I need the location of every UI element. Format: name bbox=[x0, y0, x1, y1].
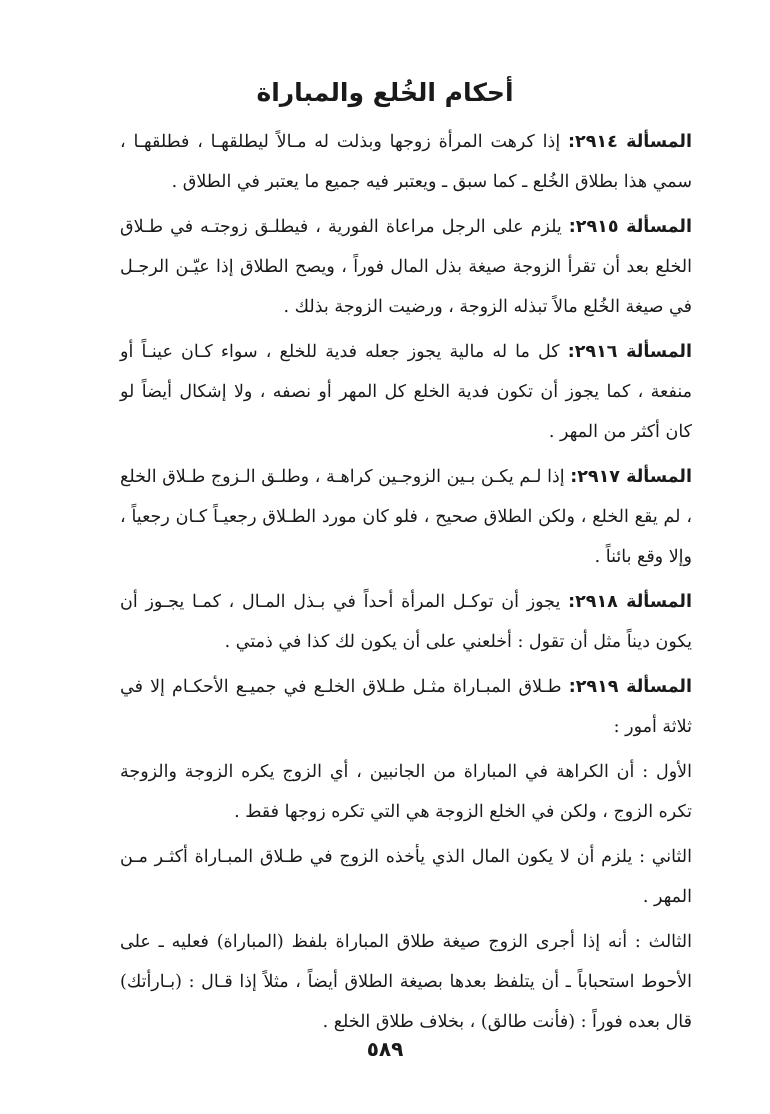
paragraph-third-point bbox=[120, 922, 692, 1042]
paragraph-text: كل ما له مالية يجوز جعله فدية للخلع ، سواء كـان عينـاً أو منفعة ، كما يجوز أن تكون فدية الخلع كل المهر أو نصفه ، ولا إشكال أيضاً لو كان أكثر من المهر . bbox=[120, 342, 692, 442]
body-text bbox=[120, 122, 692, 1047]
issue-label: المسألة ٢٩١٩: bbox=[568, 677, 692, 697]
paragraph-second-point bbox=[120, 837, 692, 917]
paragraph-issue-2919 bbox=[120, 667, 692, 747]
paragraph-text: الأول : أن الكراهة في المباراة من الجانبين ، أي الزوج يكره الزوجة والزوجة تكره الزوج ، ولكن في الخلع الزوجة هي التي تكره زوجها فقط . bbox=[120, 762, 692, 822]
paragraph-text: يجوز أن توكـل المرأة أحداً في بـذل المـال ، كمـا يجـوز أن يكون ديناً مثل أن تقول : أخلعني على أن يكون لك كذا في ذمتي . bbox=[120, 592, 692, 652]
page-number: ٥٨٩ bbox=[366, 1037, 404, 1061]
issue-label: المسألة ٢٩١٨: bbox=[568, 592, 692, 612]
paragraph-text: إذا لـم يكـن بـين الزوجـين كراهـة ، وطلـق الـزوج طـلاق الخلع ، لم يقع الخلع ، ولكن الطلاق صحيح ، فلو كان مورد الطـلاق رجعيـاً كـان رجعياً ، وإلا وقع بائناً . bbox=[120, 467, 692, 567]
issue-label: المسألة ٢٩١٧: bbox=[570, 467, 692, 487]
paragraph-text: إذا كرهت المرأة زوجها وبذلت له مـالاً ليطلقهـا ، فطلقهـا ، سمي هذا بطلاق الخُلع ـ كما سبق ـ ويعتبر فيه جميع ما يعتبر في الطلاق . bbox=[120, 132, 692, 192]
issue-label: المسألة ٢٩١٥: bbox=[568, 217, 692, 237]
issue-label: المسألة ٢٩١٦: bbox=[567, 342, 692, 362]
paragraph-text: يلزم على الرجل مراعاة الفورية ، فيطلـق زوجتـه في طـلاق الخلع بعد أن تقرأ الزوجة صيغة بذل المال فوراً ، ويصح الطلاق إذا عيّـن الرجـل في صيغة الخُلع مالاً تبذله الزوجة ، ورضيت الزوجة بذلك . bbox=[120, 217, 692, 317]
paragraph-first-point bbox=[120, 752, 692, 832]
paragraph-text: الثالث : أنه إذا أجرى الزوج صيغة طلاق المباراة بلفظ (المباراة) فعليه ـ على الأحوط استحباباً ـ أن يتلفظ بعدها بصيغة الطلاق أيضاً ، مثلاً إذا قـال : (بـارأتك) قال بعده فوراً : (فأنت طالق) ، بخلاف طلاق الخلع . bbox=[120, 932, 692, 1032]
paragraph-issue-2914 bbox=[120, 122, 692, 202]
paragraph-text: الثاني : يلزم أن لا يكون المال الذي يأخذه الزوج في طـلاق المبـاراة أكثـر مـن المهر . bbox=[120, 847, 692, 907]
page-title: أحكام الخُلع والمباراة bbox=[256, 78, 514, 107]
paragraph-issue-2915 bbox=[120, 207, 692, 327]
paragraph-issue-2918 bbox=[120, 582, 692, 662]
paragraph-issue-2916 bbox=[120, 332, 692, 452]
issue-label: المسألة ٢٩١٤: bbox=[568, 132, 692, 152]
paragraph-issue-2917 bbox=[120, 457, 692, 577]
paragraph-text: طـلاق المبـاراة مثـل طـلاق الخلـع في جميـع الأحكـام إلا في ثلاثة أمور : bbox=[120, 677, 692, 737]
